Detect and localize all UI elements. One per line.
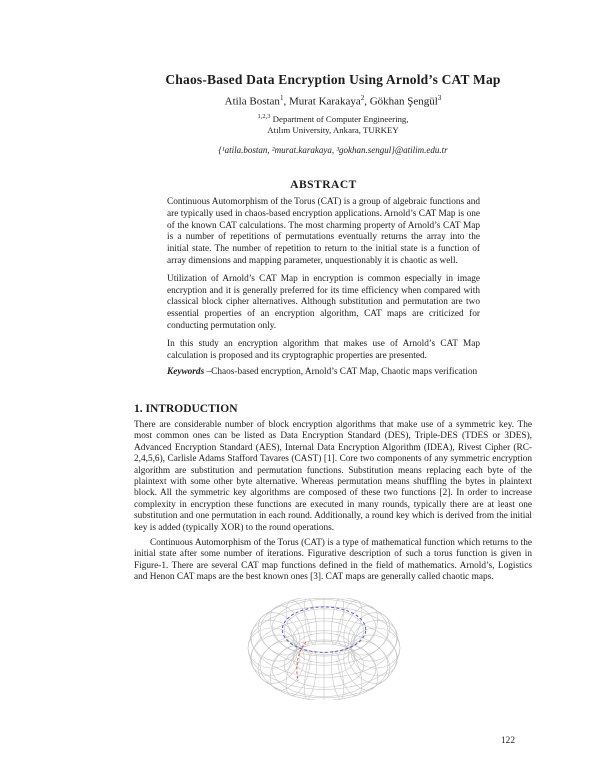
author-sup: 3 [437, 94, 442, 102]
author-name: Murat Karakaya [288, 95, 361, 108]
authors-line [134, 94, 532, 108]
introduction-body [134, 420, 532, 584]
body-paragraph: Continuous Automorphism of the Torus (CAT) is a type of mathematical function which returns to the initial state after some number of iterations. Figurative description of such a torus function is given in Figure-1. There are several CAT map functions defined in the field of mathematics. Arnold’s, Logistics and Henon CAT maps are the best known ones [3]. CAT maps are generally called chaotic maps. [134, 538, 532, 583]
page-title: Chaos-Based Data Encryption Using Arnold’s CAT Map [165, 72, 501, 87]
torus-figure [240, 598, 404, 700]
author-name: Gökhan Şengül [369, 95, 438, 108]
keywords-line [167, 367, 480, 377]
author-separator: , [364, 95, 370, 108]
abstract-body [167, 197, 480, 368]
abstract-paragraph: Continuous Automorphism of the Torus (CAT) is a group of algebraic functions and are typically used in chaos-based encryption applications. Arnold’s CAT Map is one of the known CAT calculations. The most charming property of Arnold’s CAT Map is a number of repetitions of permutations eventually returns the array into the initial state. The number of repetition to return to the initial state is a function of array dimensions and mapping parameter, unquestionably it is chaotic as well. [167, 197, 480, 266]
affiliation-line-2: Atılım University, Ankara, TURKEY [267, 124, 399, 135]
section-heading-introduction: 1. INTRODUCTION [134, 403, 238, 415]
keywords-text: –Chaos-based encryption, Arnold’s CAT Map, Chaotic maps verification [204, 367, 478, 377]
author-name: Atila Bostan [224, 95, 280, 108]
author-sup: 1 [279, 94, 284, 102]
affiliation [134, 111, 532, 136]
abstract-heading: ABSTRACT [290, 179, 357, 191]
author-separator: , [283, 95, 289, 108]
affiliation-line-1: $^{1,2,3}$ Department of Computer Engineering, [257, 113, 409, 124]
abstract-paragraph: In this study an encryption algorithm that makes use of Arnold’s CAT Map calculation is proposed and its cryptographic properties are presented. [167, 338, 480, 361]
torus-wireframe [248, 598, 400, 700]
author-sup: 2 [360, 94, 365, 102]
body-paragraph: There are considerable number of block encryption algorithms that make use of a symmetric key. The most common ones can be listed as Data Encryption Standard (DES), Triple-DES (TDES or 3DES), Advanced Encryption Standard (AES), Internal Data Encryption Algorithm (IDEA), Rivest Cipher (RC-2,4,5,6), Carlisle Adams Stafford Tavares (CAST) [1]. Core two components of any symmetric encryption algorithm are substitution and permutation functions. Substitution means replacing each byte of the plaintext with some other byte alternative. Whereas permutation means shuffling the bytes in plaintext block. All the symmetric key algorithms are composed of these two functions [2]. In order to increase complexity in encryption these functions are executed in many rounds, typically there are at least one substitution and one permutation in each round. Additionally, a round key which is derived from the initial key is added (typically XOR) to the round operations. [134, 420, 532, 533]
email-line: {¹atila.bostan, ²murat.karakaya, ³gokhan.sengul}@atilim.edu.tr [218, 145, 448, 155]
page-number: 122 [501, 736, 515, 746]
keywords-label: Keywords [167, 367, 205, 377]
affiliation-sup: 1,2,3 [257, 113, 271, 120]
abstract-paragraph: Utilization of Arnold’s CAT Map in encryption is common especially in image encryption and it is generally preferred for its time efficiency when compared with classical block cipher alternatives. Although substitution and permutation are two essential properties of an encryption algorithm, CAT maps are criticized for conducting permutation only. [167, 273, 480, 331]
